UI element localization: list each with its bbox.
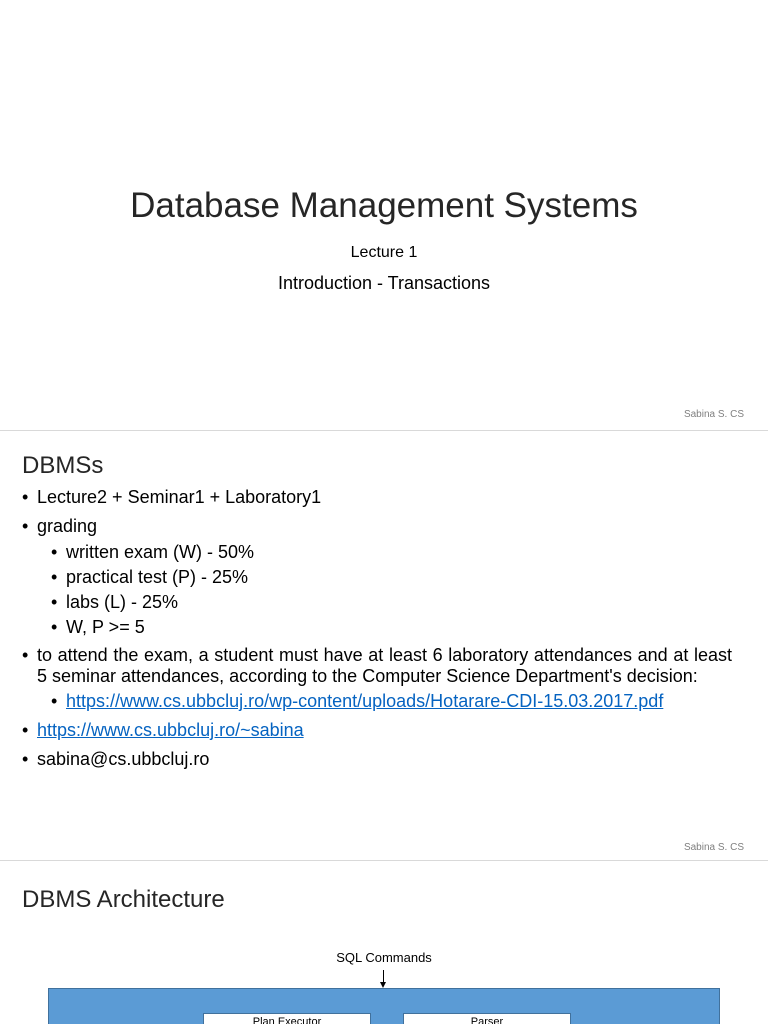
bullet-list <box>22 486 732 777</box>
list-item-text: Lecture2 + Seminar1 + Laboratory1 <box>37 487 322 507</box>
lecture-subtitle: Introduction - Transactions <box>277 273 491 293</box>
bullet-icon: • <box>22 645 29 665</box>
architecture-slide <box>0 862 768 1024</box>
regulation-link[interactable]: https://www.cs.ubbcluj.ro/wp-content/uploads/Hotarare-CDI-15.03.2017.pdf <box>66 691 664 711</box>
email-text: sabina@cs.ubbcluj.ro <box>37 749 210 769</box>
dbms-architecture-diagram <box>48 988 720 1024</box>
list-item-text: to attend the exam, a student must have at least 6 laboratory attendances and at least 5 seminar attendances, according to the Computer Science Department's decision: <box>37 645 732 686</box>
sub-list-item <box>51 690 732 712</box>
slide-title: DBMSs <box>22 452 104 479</box>
homepage-link[interactable]: https://www.cs.ubbcluj.ro/~sabina <box>37 720 304 740</box>
slide-title: DBMS Architecture <box>22 886 225 913</box>
sub-list-item <box>51 566 732 588</box>
list-item <box>22 515 732 537</box>
plan-executor-box: Plan Executor <box>203 1013 371 1024</box>
list-item-text: labs (L) - 25% <box>66 592 179 612</box>
sql-commands-label: SQL Commands <box>336 950 432 965</box>
bullet-icon: • <box>22 720 29 740</box>
list-item <box>22 719 732 741</box>
list-item-text: W, P >= 5 <box>66 617 145 637</box>
slide-divider <box>0 430 768 431</box>
lecture-number: Lecture 1 <box>350 244 418 261</box>
parser-box: Parser <box>403 1013 571 1024</box>
dbms-info-slide <box>0 432 768 860</box>
title-slide <box>0 0 768 430</box>
list-item-text: written exam (W) - 50% <box>66 542 255 562</box>
list-item <box>22 748 732 770</box>
bullet-icon: • <box>51 542 58 562</box>
sub-list-item <box>51 591 732 613</box>
slide-footer: Sabina S. CS <box>683 409 744 420</box>
slide-title: Database Management Systems <box>130 186 638 225</box>
slide-divider <box>0 860 768 861</box>
list-item <box>22 486 732 508</box>
bullet-icon: • <box>51 617 58 637</box>
list-item-text: practical test (P) - 25% <box>66 567 249 587</box>
bullet-icon: • <box>51 691 58 711</box>
bullet-icon: • <box>22 749 29 769</box>
slide-footer: Sabina S. CS <box>683 842 744 853</box>
bullet-icon: • <box>51 592 58 612</box>
bullet-icon: • <box>51 567 58 587</box>
bullet-icon: • <box>22 487 29 507</box>
sub-list-item <box>51 616 732 638</box>
list-item-text: grading <box>37 516 98 536</box>
list-item <box>22 645 732 687</box>
sub-list-item <box>51 541 732 563</box>
bullet-icon: • <box>22 516 29 536</box>
